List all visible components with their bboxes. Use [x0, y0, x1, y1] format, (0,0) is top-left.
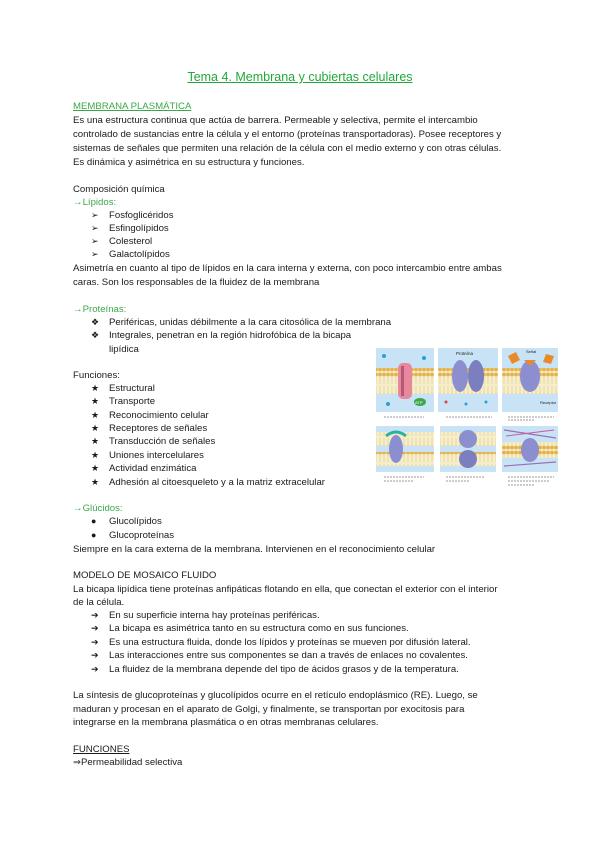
paragraph-line: La bicapa lipídica tiene proteínas anfipáticas flotando en ella, que conectan el exterior con el interior — [73, 584, 498, 595]
paragraph-line: Es una estructura continua que actúa de barrera. Permeable y selectiva, permite el intercambio — [73, 115, 478, 126]
arrow-bullet-icon: ➢ — [91, 236, 99, 246]
figure-panel-receptor — [502, 348, 558, 412]
paragraph-line: controlado de sustancias entre la célula y el entorno (proteínas transportadoras). Posee receptores y — [73, 129, 502, 140]
section-heading-membrana: MEMBRANA PLASMÁTICA — [73, 101, 192, 112]
list-item: Actividad enzimática — [109, 463, 197, 474]
list-item: En su superficie interna hay proteínas periféricas. — [109, 610, 320, 621]
list-item: Esfingolípidos — [109, 223, 169, 234]
figure-panel-adhesion — [502, 426, 558, 472]
list-item: Fosfoglicéridos — [109, 210, 174, 221]
figure-label: Señal — [526, 349, 537, 354]
paragraph-line: Siempre en la cara externa de la membrana. Intervienen en el reconocimiento celular — [73, 544, 436, 555]
arrow-bullet-icon: ➢ — [91, 210, 99, 220]
list-item: Transducción de señales — [109, 436, 216, 447]
label-proteinas: →Proteínas: — [73, 304, 127, 315]
diamond-bullet-icon: ❖ — [91, 317, 100, 327]
arrow-right-icon: ➔ — [91, 623, 99, 633]
paragraph-line: de la célula. — [73, 597, 125, 608]
figure-panel-junctions — [440, 426, 496, 472]
heading-mosaico: MODELO DE MOSAICO FLUIDO — [73, 570, 217, 581]
list-item: ⇒Permeabilidad selectiva — [73, 757, 183, 768]
paragraph-line: maduran y procesan en el aparato de Golgi, y finalmente, se transportan por exocitosis para — [73, 704, 465, 715]
figure-label: Receptor — [540, 400, 557, 405]
arrow-right-icon: ➔ — [91, 650, 99, 660]
label-lipidos: →Lípidos: — [73, 197, 117, 208]
star-bullet-icon: ★ — [91, 436, 100, 446]
list-item: Adhesión al citoesqueleto y a la matriz extracelular — [109, 477, 325, 488]
list-item: Glucolípidos — [109, 516, 162, 527]
dot-bullet-icon: ● — [91, 516, 97, 526]
list-item: Galactolípidos — [109, 249, 170, 260]
list-item: Es una estructura fluida, donde los lípidos y proteínas se mueven por difusión lateral. — [109, 637, 471, 648]
membrane-proteins-figure — [374, 346, 560, 498]
figure-panel-enzymatic — [438, 348, 498, 412]
arrow-bullet-icon: ➢ — [91, 223, 99, 233]
list-item-continuation: lipídica — [109, 344, 139, 355]
list-item: Uniones intercelulares — [109, 450, 204, 461]
list-item: La bicapa es asimétrica tanto en su estructura como en sus funciones. — [109, 623, 409, 634]
star-bullet-icon: ★ — [91, 450, 100, 460]
diamond-bullet-icon: ❖ — [91, 330, 100, 340]
figure-panel-recognition — [376, 426, 434, 472]
paragraph-line: integrarse en la membrana plasmática o en otras membranas celulares. — [73, 717, 379, 728]
star-bullet-icon: ★ — [91, 383, 100, 393]
star-bullet-icon: ★ — [91, 463, 100, 473]
list-item: Colesterol — [109, 236, 153, 247]
arrow-bullet-icon: ➢ — [91, 249, 99, 259]
arrow-right-icon: ➔ — [91, 637, 99, 647]
heading-composicion: Composición química — [73, 184, 165, 195]
dot-bullet-icon: ● — [91, 530, 97, 540]
list-item: Integrales, penetran en la región hidrofóbica de la bicapa — [109, 330, 352, 341]
star-bullet-icon: ★ — [91, 423, 100, 433]
star-bullet-icon: ★ — [91, 410, 100, 420]
star-bullet-icon: ★ — [91, 477, 100, 487]
arrow-right-icon: ➔ — [91, 610, 99, 620]
list-item: Periféricas, unidas débilmente a la cara citosólica de la membrana — [109, 317, 392, 328]
list-item: Reconocimiento celular — [109, 410, 209, 421]
arrow-right-icon: ➔ — [91, 664, 99, 674]
list-item: Transporte — [109, 396, 156, 407]
figure-label: Proteína — [456, 351, 474, 356]
label-glucidos: →Glúcidos: — [73, 503, 123, 514]
list-item: La fluidez de la membrana depende del tipo de ácidos grasos y de la temperatura. — [109, 664, 459, 675]
label-funciones: Funciones: — [73, 370, 120, 381]
list-item: Receptores de señales — [109, 423, 208, 434]
list-item: Glucoproteínas — [109, 530, 175, 541]
paragraph-line: caras. Son los responsables de la fluidez de la membrana — [73, 277, 320, 288]
paragraph-line: sistemas de señales que permiten una relación de la célula con el medio externo y con otras células. — [73, 143, 502, 154]
paragraph-line: Asimetría en cuanto al tipo de lípidos en la cara interna y externa, con poco intercambio entre ambas — [73, 263, 502, 274]
figure-label: ATP — [415, 400, 423, 405]
star-bullet-icon: ★ — [91, 396, 100, 406]
paragraph-line: Es dinámica y asimétrica en su estructura y funciones. — [73, 157, 305, 168]
heading-funciones: FUNCIONES — [73, 744, 130, 755]
list-item: Las interacciones entre sus componentes se dan a través de enlaces no covalentes. — [109, 650, 468, 661]
paragraph-line: La síntesis de glucoproteínas y glucolípidos ocurre en el retículo endoplásmico (RE). Luego, se — [73, 690, 478, 701]
list-item: Estructural — [109, 383, 155, 394]
page-title: Tema 4. Membrana y cubiertas celulares — [187, 70, 413, 84]
figure-panel-transport — [376, 348, 434, 412]
